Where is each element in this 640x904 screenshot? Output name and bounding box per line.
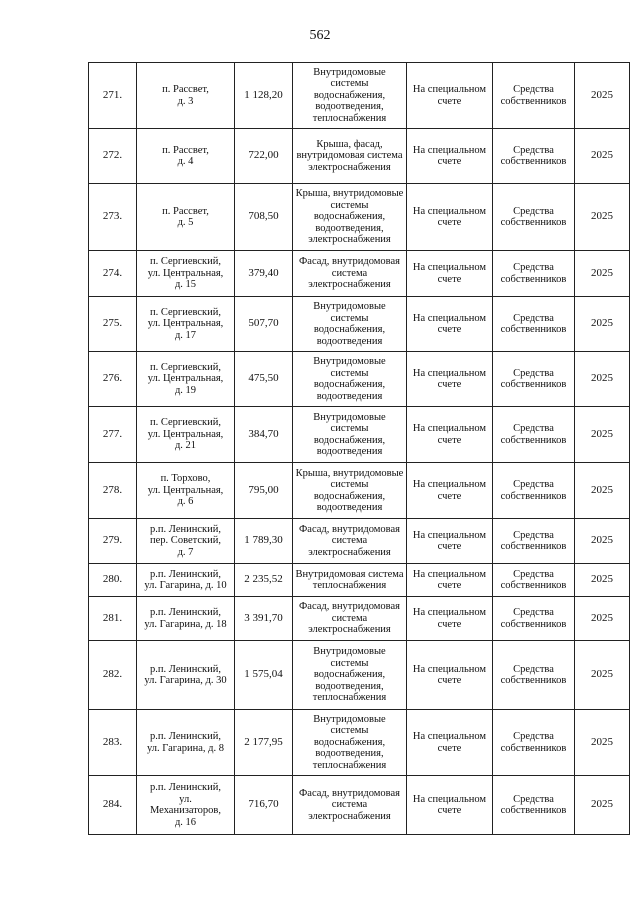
year-cell: 2025 [575,776,630,835]
year-cell: 2025 [575,519,630,564]
year-cell: 2025 [575,352,630,407]
row-number: 284. [89,776,137,835]
works-cell: Крыша, внутридомовые системы водоснабжения, водоотведения [293,463,407,519]
account-cell: На специальном счете [407,597,493,641]
table-row [89,184,630,251]
row-number: 275. [89,297,137,352]
table-row [89,564,630,597]
address-cell: п. Рассвет, д. 3 [137,63,235,129]
funding-cell: Средства собственников [493,297,575,352]
area-cell: 3 391,70 [235,597,293,641]
row-number: 277. [89,407,137,463]
funding-cell: Средства собственников [493,641,575,710]
table-row [89,597,630,641]
row-number: 279. [89,519,137,564]
row-number: 281. [89,597,137,641]
area-cell: 716,70 [235,776,293,835]
area-cell: 379,40 [235,251,293,297]
address-cell: р.п. Ленинский, ул. Гагарина, д. 8 [137,710,235,776]
funding-cell: Средства собственников [493,251,575,297]
works-cell: Крыша, внутридомовые системы водоснабжения, водоотведения, электроснабжения [293,184,407,251]
year-cell: 2025 [575,463,630,519]
row-number: 274. [89,251,137,297]
table-row [89,251,630,297]
table-row [89,407,630,463]
account-cell: На специальном счете [407,776,493,835]
area-cell: 722,00 [235,129,293,184]
funding-cell: Средства собственников [493,597,575,641]
works-cell: Внутридомовые системы водоснабжения, водоотведения, теплоснабжения [293,63,407,129]
address-cell: р.п. Ленинский, ул. Гагарина, д. 10 [137,564,235,597]
row-number: 278. [89,463,137,519]
area-cell: 795,00 [235,463,293,519]
account-cell: На специальном счете [407,641,493,710]
account-cell: На специальном счете [407,129,493,184]
table-row [89,641,630,710]
table-row [89,297,630,352]
works-cell: Крыша, фасад, внутридомовая система электроснабжения [293,129,407,184]
row-number: 271. [89,63,137,129]
area-cell: 384,70 [235,407,293,463]
row-number: 273. [89,184,137,251]
year-cell: 2025 [575,641,630,710]
address-cell: п. Торхово, ул. Центральная, д. 6 [137,463,235,519]
year-cell: 2025 [575,710,630,776]
area-cell: 1 789,30 [235,519,293,564]
funding-cell: Средства собственников [493,564,575,597]
row-number: 283. [89,710,137,776]
funding-cell: Средства собственников [493,63,575,129]
address-cell: п. Рассвет, д. 5 [137,184,235,251]
address-cell: п. Сергиевский, ул. Центральная, д. 15 [137,251,235,297]
area-cell: 1 575,04 [235,641,293,710]
account-cell: На специальном счете [407,352,493,407]
area-cell: 475,50 [235,352,293,407]
area-cell: 2 235,52 [235,564,293,597]
funding-cell: Средства собственников [493,519,575,564]
works-cell: Внутридомовая система теплоснабжения [293,564,407,597]
works-cell: Фасад, внутридомовая система электроснабжения [293,251,407,297]
year-cell: 2025 [575,63,630,129]
table-row [89,519,630,564]
account-cell: На специальном счете [407,297,493,352]
area-cell: 708,50 [235,184,293,251]
funding-cell: Средства собственников [493,352,575,407]
funding-cell: Средства собственников [493,710,575,776]
row-number: 276. [89,352,137,407]
works-cell: Внутридомовые системы водоснабжения, водоотведения [293,297,407,352]
table-body [89,63,630,835]
area-cell: 507,70 [235,297,293,352]
account-cell: На специальном счете [407,251,493,297]
account-cell: На специальном счете [407,519,493,564]
account-cell: На специальном счете [407,710,493,776]
works-cell: Внутридомовые системы водоснабжения, водоотведения [293,407,407,463]
year-cell: 2025 [575,184,630,251]
account-cell: На специальном счете [407,564,493,597]
area-cell: 1 128,20 [235,63,293,129]
address-cell: р.п. Ленинский, ул. Гагарина, д. 18 [137,597,235,641]
funding-cell: Средства собственников [493,184,575,251]
table-row [89,776,630,835]
table-row [89,710,630,776]
address-cell: р.п. Ленинский, ул. Гагарина, д. 30 [137,641,235,710]
page-number: 562 [309,28,331,43]
row-number: 282. [89,641,137,710]
address-cell: р.п. Ленинский, ул. Механизаторов, д. 16 [137,776,235,835]
year-cell: 2025 [575,251,630,297]
account-cell: На специальном счете [407,184,493,251]
works-cell: Фасад, внутридомовая система электроснабжения [293,597,407,641]
year-cell: 2025 [575,564,630,597]
year-cell: 2025 [575,407,630,463]
table-row [89,463,630,519]
funding-cell: Средства собственников [493,407,575,463]
address-cell: п. Сергиевский, ул. Центральная, д. 21 [137,407,235,463]
area-cell: 2 177,95 [235,710,293,776]
year-cell: 2025 [575,597,630,641]
funding-cell: Средства собственников [493,463,575,519]
address-cell: п. Сергиевский, ул. Центральная, д. 17 [137,297,235,352]
account-cell: На специальном счете [407,63,493,129]
registry-table [88,62,630,835]
works-cell: Внутридомовые системы водоснабжения, водоотведения, теплоснабжения [293,641,407,710]
funding-cell: Средства собственников [493,129,575,184]
year-cell: 2025 [575,129,630,184]
table-row [89,63,630,129]
table-row [89,129,630,184]
address-cell: п. Сергиевский, ул. Центральная, д. 19 [137,352,235,407]
account-cell: На специальном счете [407,463,493,519]
works-cell: Фасад, внутридомовая система электроснабжения [293,776,407,835]
account-cell: На специальном счете [407,407,493,463]
works-cell: Внутридомовые системы водоснабжения, водоотведения [293,352,407,407]
year-cell: 2025 [575,297,630,352]
row-number: 280. [89,564,137,597]
table-row [89,352,630,407]
address-cell: п. Рассвет, д. 4 [137,129,235,184]
row-number: 272. [89,129,137,184]
address-cell: р.п. Ленинский, пер. Советский, д. 7 [137,519,235,564]
works-cell: Внутридомовые системы водоснабжения, водоотведения, теплоснабжения [293,710,407,776]
funding-cell: Средства собственников [493,776,575,835]
works-cell: Фасад, внутридомовая система электроснабжения [293,519,407,564]
